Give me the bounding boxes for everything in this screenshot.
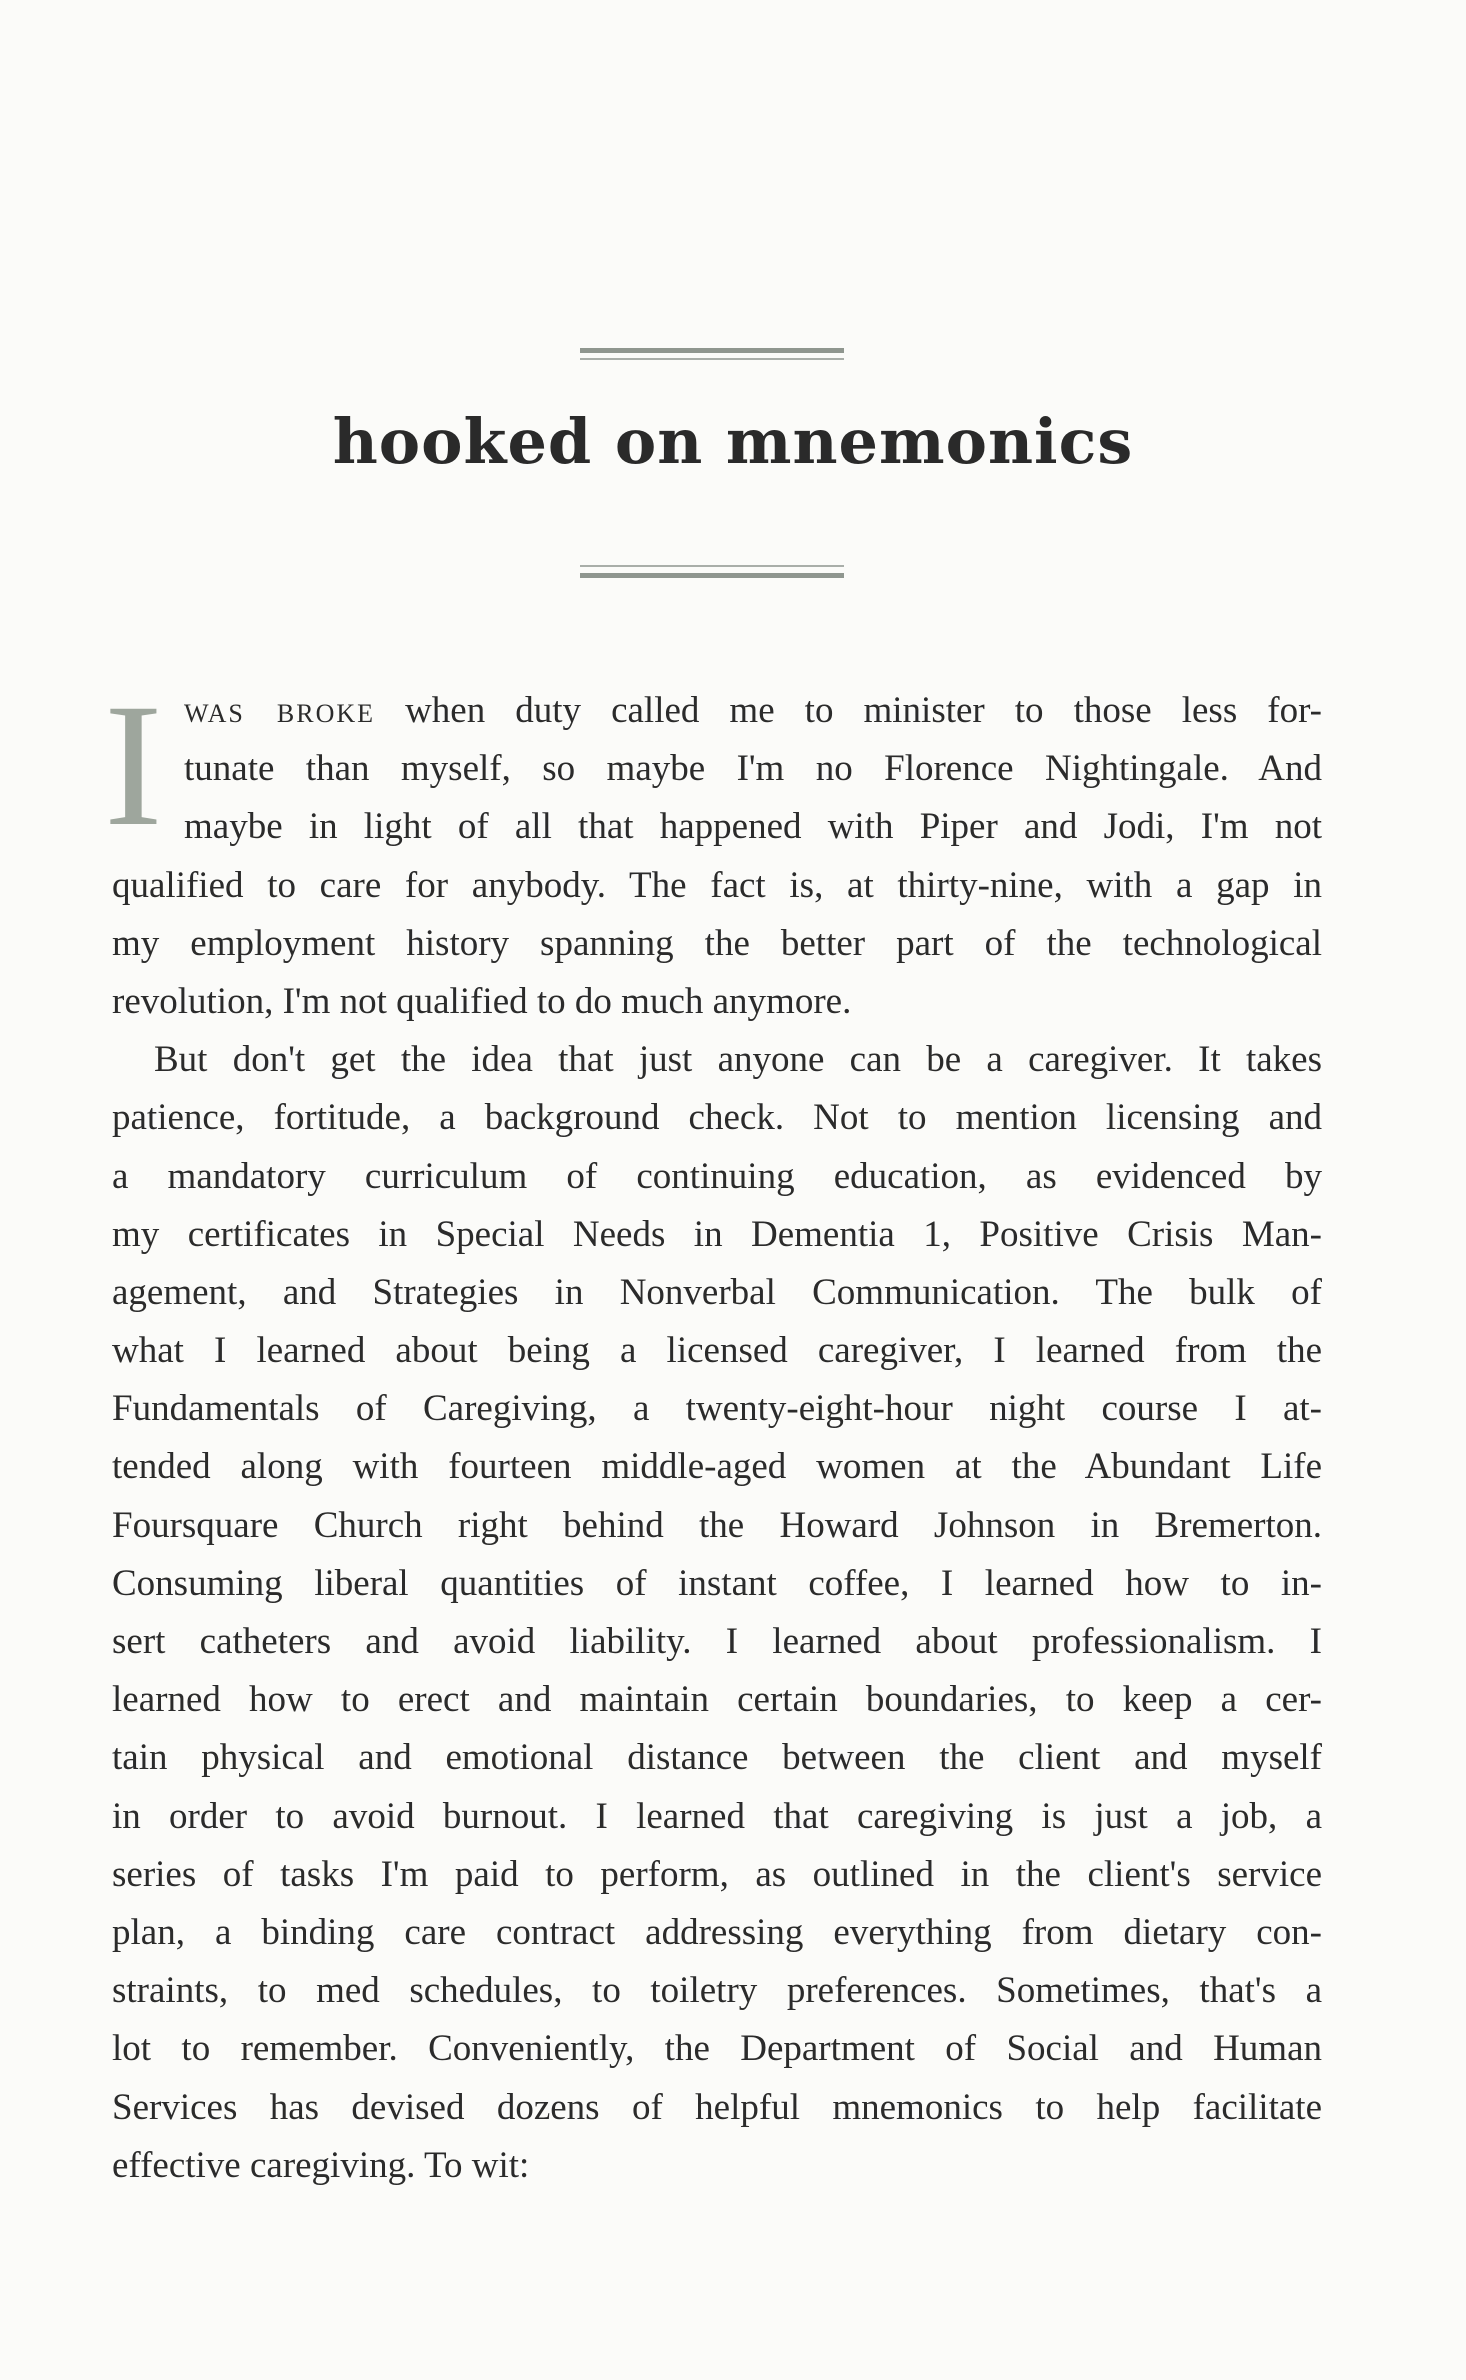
text-line: tunate than myself, so maybe I'm no Florence Nightingale. And xyxy=(184,748,1322,790)
text-line: lot to remember. Conveniently, the Department of Social and Human xyxy=(112,2028,1322,2070)
text-line: Fundamentals of Caregiving, a twenty-eight-hour night course I at- xyxy=(112,1388,1322,1430)
text-line: tain physical and emotional distance between the client and myself xyxy=(112,1737,1322,1779)
title-rule-bottom xyxy=(580,565,844,581)
text-line: agement, and Strategies in Nonverbal Communication. The bulk of xyxy=(112,1271,1322,1313)
chapter-title: hooked on mnemonics xyxy=(332,405,1134,478)
text-line: Services has devised dozens of helpful mnemonics to help facilitate xyxy=(112,2086,1322,2128)
title-rule-top xyxy=(580,348,844,364)
text-line: was broke when duty called me to minister to those less for- xyxy=(184,690,1322,731)
text-line: But don't get the idea that just anyone can be a caregiver. It takes xyxy=(154,1039,1322,1081)
text-line: in order to avoid burnout. I learned that caregiving is just a job, a xyxy=(112,1795,1322,1837)
text-line: maybe in light of all that happened with Piper and Jodi, I'm not xyxy=(184,806,1322,848)
text-line: my certificates in Special Needs in Dementia 1, Positive Crisis Man- xyxy=(112,1213,1322,1255)
text-line: patience, fortitude, a background check. Not to mention licensing and xyxy=(112,1097,1322,1139)
text-line: series of tasks I'm paid to perform, as outlined in the client's service xyxy=(112,1853,1322,1895)
text-line: plan, a binding care contract addressing everything from dietary con- xyxy=(112,1911,1322,1953)
text-line: effective caregiving. To wit: xyxy=(112,2144,530,2186)
text-line: sert catheters and avoid liability. I learned about professionalism. I xyxy=(112,1621,1322,1662)
text-line: straints, to med schedules, to toiletry preferences. Sometimes, that's a xyxy=(112,1970,1322,2012)
text-line: a mandatory curriculum of continuing education, as evidenced by xyxy=(112,1155,1322,1197)
text-line: what I learned about being a licensed caregiver, I learned from the xyxy=(112,1330,1322,1372)
text-line: qualified to care for anybody. The fact is, at thirty-nine, with a gap in xyxy=(112,864,1322,906)
chapter-body xyxy=(112,682,1322,2195)
text-line: Foursquare Church right behind the Howard Johnson in Bremerton. xyxy=(112,1504,1322,1546)
text-line: learned how to erect and maintain certain boundaries, to keep a cer- xyxy=(112,1679,1322,1721)
drop-cap: I xyxy=(104,668,163,863)
text-line: tended along with fourteen middle-aged women at the Abundant Life xyxy=(112,1446,1322,1488)
text-line: revolution, I'm not qualified to do much anymore. xyxy=(112,980,852,1022)
lead-in-smallcaps: was broke xyxy=(184,690,376,731)
text-line: Consuming liberal quantities of instant coffee, I learned how to in- xyxy=(112,1562,1322,1604)
text-line: my employment history spanning the better part of the technological xyxy=(112,922,1322,964)
